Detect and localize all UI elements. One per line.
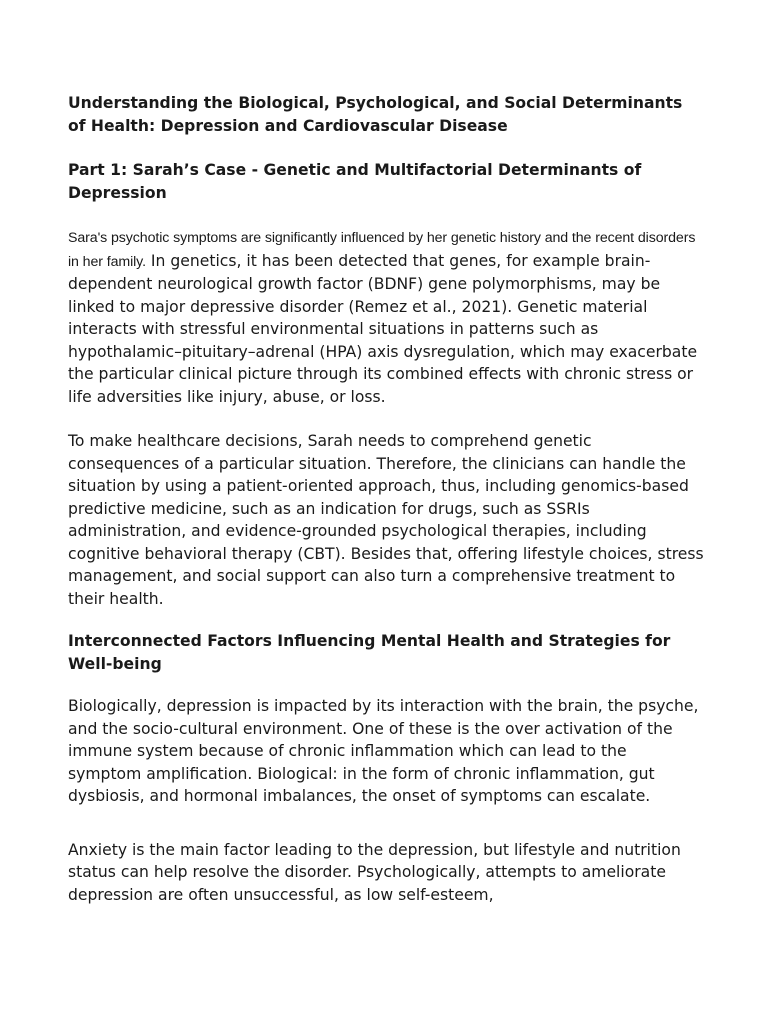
- document-page: [68, 92, 704, 906]
- paragraph-genetics-body: In genetics, it has been detected that genes, for example brain-dependent neurological growth factor (BDNF) gene polymorphisms, may be linked to major depressive disorder (Remez et al., 2021). Genetic material interacts with stressful environmental situations in patterns such as hypothalamic–pituitary–adrenal (HPA) axis dysregulation, which may exacerbate the particular clinical picture through its combined effects with chronic stress or life adversities like injury, abuse, or loss.: [68, 251, 698, 406]
- part1-heading: Part 1: Sarah’s Case - Genetic and Multifactorial Determinants of Depression: [68, 161, 642, 202]
- interconnected-factors-heading: Interconnected Factors Influencing Mental Health and Strategies for Well-being: [68, 632, 671, 673]
- paragraph-genetic-history: [68, 226, 704, 408]
- paragraph-biological-factors: Biologically, depression is impacted by its interaction with the brain, the psyche, and the socio-cultural environment. One of these is the over activation of the immune system because of chronic inflammation which can lead to the symptom amplification. Biological: in the form of chronic inflammation, gut dysbiosis, and hormonal imbalances, the onset of symptoms can escalate.: [68, 697, 699, 805]
- document-title: Understanding the Biological, Psychological, and Social Determinants of Health: Depression and Cardiovascular Disease: [68, 94, 683, 135]
- paragraph-lead-sentence: Sara's psychotic symptoms are significantly influenced by her genetic history and the recent disorders in her family.: [68, 230, 696, 270]
- paragraph-healthcare-decisions: To make healthcare decisions, Sarah needs to comprehend genetic consequences of a particular situation. Therefore, the clinicians can handle the situation by using a patient-oriented approach, thus, including genomics-based predictive medicine, such as an indication for drugs, such as SSRIs administration, and evidence-grounded psychological therapies, including cognitive behavioral therapy (CBT). Besides that, offering lifestyle choices, stress management, and social support can also turn a comprehensive treatment to their health.: [68, 432, 704, 608]
- paragraph-anxiety-factors: Anxiety is the main factor leading to the depression, but lifestyle and nutrition status can help resolve the disorder. Psychologically, attempts to ameliorate depression are often unsuccessful, as low self-esteem,: [68, 840, 681, 904]
